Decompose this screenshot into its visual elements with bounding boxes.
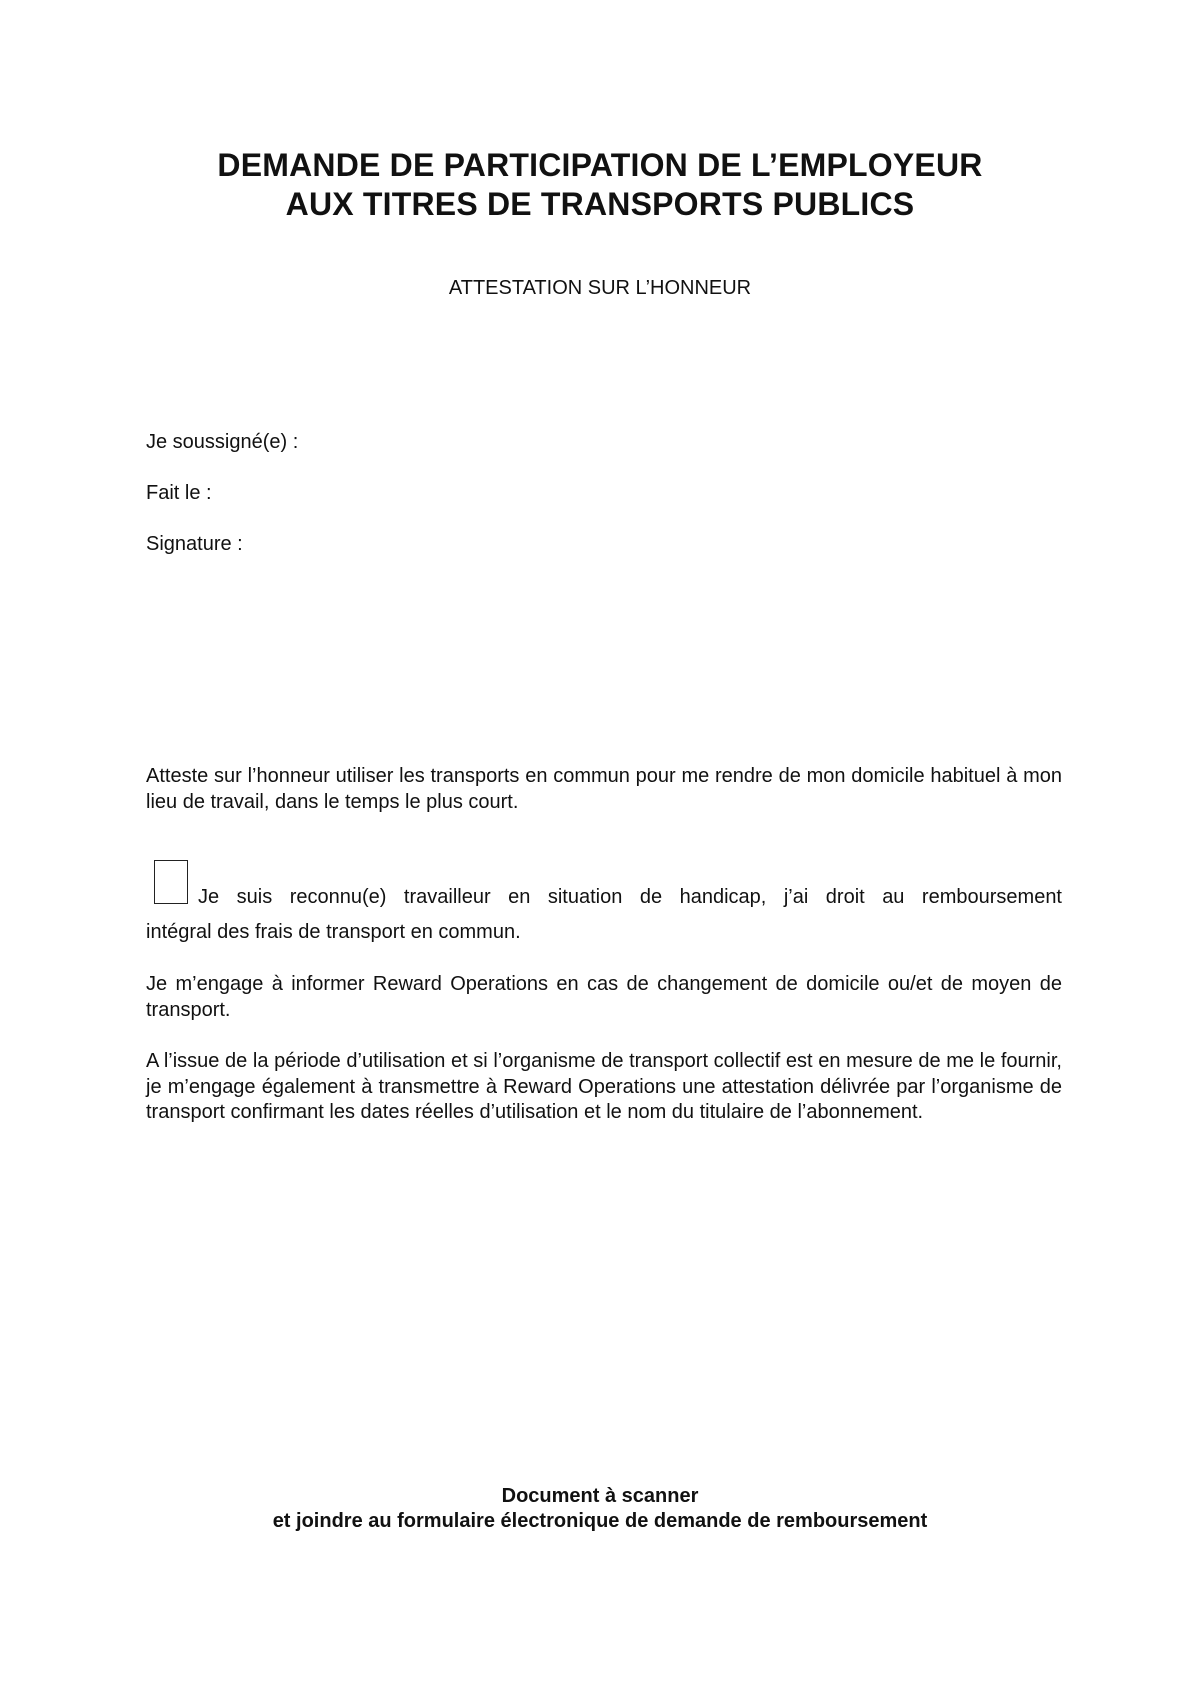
footer-line-1: Document à scanner <box>501 1485 699 1507</box>
handicap-checkbox[interactable] <box>154 860 188 904</box>
fait-le-field-label: Fait le : <box>146 482 212 504</box>
handicap-checkbox-label: Je suis reconnu(e) travailleur en situation de handicap, j’ai droit au remboursement <box>198 886 1062 908</box>
footer-line-2: et joindre au formulaire électronique de demande de remboursement <box>272 1510 928 1532</box>
footer-instructions <box>0 1484 1200 1534</box>
title-line-1: DEMANDE DE PARTICIPATION DE L’EMPLOYEUR <box>217 147 983 183</box>
atteste-paragraph: Atteste sur l’honneur utiliser les transports en commun pour me rendre de mon domicile habituel à mon lieu de travail, dans le temps le plus court. <box>146 765 1062 813</box>
title-line-2: AUX TITRES DE TRANSPORTS PUBLICS <box>285 186 915 222</box>
signature-field-label: Signature : <box>146 533 243 555</box>
issue-periode-paragraph: A l’issue de la période d’utilisation et si l’organisme de transport collectif est en mesure de me le fournir, je m’engage également à transmettre à Reward Operations une attestation délivrée par l’organisme de transport confirmant les dates réelles d’utilisation et le nom du titulaire de l’abonnement. <box>146 1050 1062 1123</box>
soussigne-field-label: Je soussigné(e) : <box>146 431 299 453</box>
engage-informer-paragraph: Je m’engage à informer Reward Operations en cas de changement de domicile ou/et de moyen de transport. <box>146 973 1062 1021</box>
handicap-checkbox-label-continued: intégral des frais de transport en commun. <box>146 921 521 943</box>
document-subtitle: ATTESTATION SUR L’HONNEUR <box>448 277 752 299</box>
document-title <box>0 146 1200 224</box>
